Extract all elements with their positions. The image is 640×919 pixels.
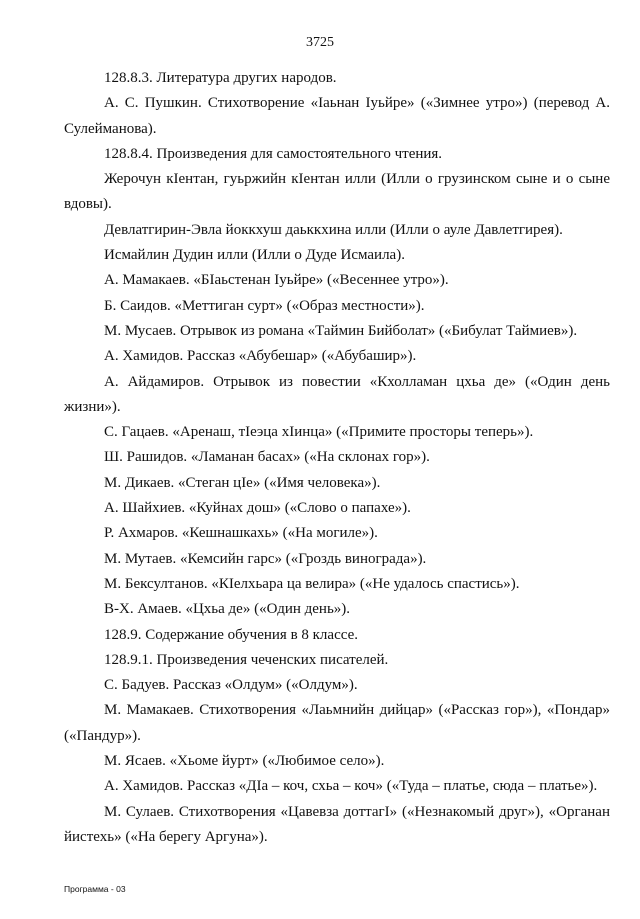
paragraph: Жерочун кІентан, гуьржийн кІентан илли (Илли о грузинском сыне и о сыне вдовы). xyxy=(64,171,610,213)
paragraph: М. Мутаев. «Кемсийн гарс» («Гроздь винограда»). xyxy=(104,550,427,567)
paragraph: С. Бадуев. Рассказ «Олдум» («Олдум»). xyxy=(104,677,358,694)
paragraph: В-Х. Амаев. «Цхьа де» («Один день»). xyxy=(104,601,351,618)
paragraph: 128.9. Содержание обучения в 8 классе. xyxy=(104,626,358,643)
paragraph: А. Шайхиев. «Куйнах дош» («Слово о папахе»). xyxy=(104,500,411,517)
document-body xyxy=(64,66,610,850)
paragraph: Ш. Рашидов. «Ламанан басах» («На склонах гор»). xyxy=(104,449,430,466)
footer-label: Программа - 03 xyxy=(64,884,126,894)
paragraph: М. Мусаев. Отрывок из романа «Таймин Бийболат» («Бибулат Таймиев»). xyxy=(104,322,578,339)
paragraph: 128.8.4. Произведения для самостоятельного чтения. xyxy=(104,145,443,162)
paragraph: А. Хамидов. Рассказ «ДІа – коч, схьа – коч» («Туда – платье, сюда – платье»). xyxy=(104,778,598,795)
paragraph: 128.9.1. Произведения чеченских писателей. xyxy=(104,651,389,668)
paragraph: М. Сулаев. Стихотворения «Цавевза доттагІ» («Незнакомый друг»), «Органан йистехь» («На берегу Аргуна»). xyxy=(64,803,610,845)
paragraph: Исмайлин Дудин илли (Илли о Дуде Исмаила). xyxy=(104,247,405,264)
paragraph: С. Гацаев. «Аренаш, тІеэца хІинца» («Примите просторы теперь»). xyxy=(104,424,534,441)
paragraph: М. Бексултанов. «КІелхьара ца велира» («Не удалось спастись»). xyxy=(104,575,520,592)
paragraph: А. С. Пушкин. Стихотворение «Іаьнан Іуьйре» («Зимнее утро») (перевод А. Сулейманова). xyxy=(64,95,610,137)
paragraph: М. Ясаев. «Хьоме йурт» («Любимое село»). xyxy=(104,753,385,770)
paragraph: М. Мамакаев. Стихотворения «Лаьмнийн дийцар» («Рассказ гор»), «Пондар» («Пандур»). xyxy=(64,702,610,744)
paragraph: М. Дикаев. «Стеган цІе» («Имя человека»). xyxy=(104,474,381,491)
paragraph: А. Айдамиров. Отрывок из повестии «Кхолламан цхьа де» («Один день жизни»). xyxy=(64,373,610,415)
paragraph: А. Хамидов. Рассказ «Абубешар» («Абубашир»). xyxy=(104,348,417,365)
page-number: 3725 xyxy=(306,35,334,50)
paragraph: Девлатгирин-Эвла йоккхуш даьккхина илли (Илли о ауле Давлетгирея). xyxy=(104,221,563,238)
paragraph: Р. Ахмаров. «Кешнашкахь» («На могиле»). xyxy=(104,525,378,542)
paragraph: Б. Саидов. «Меттиган сурт» («Образ местности»). xyxy=(104,297,425,314)
paragraph: А. Мамакаев. «БІаьстенан Іуьйре» («Весеннее утро»). xyxy=(104,272,449,289)
paragraph: 128.8.3. Литература других народов. xyxy=(104,70,337,86)
